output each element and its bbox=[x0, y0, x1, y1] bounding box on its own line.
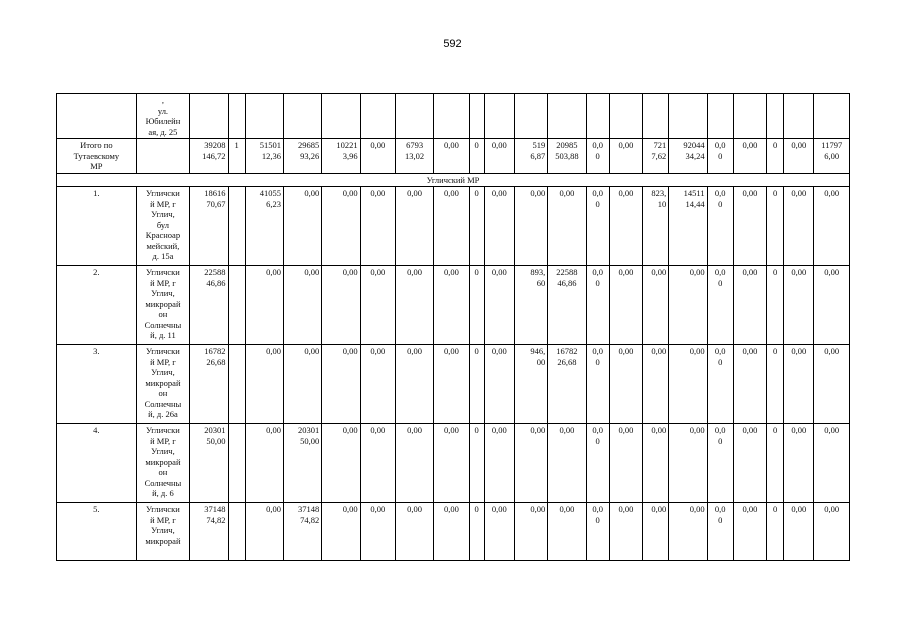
value-cell: 0,00 bbox=[609, 503, 642, 561]
value-cell: 0,0 0 bbox=[586, 424, 609, 503]
value-cell: 0,0 0 bbox=[707, 139, 733, 174]
table-row bbox=[57, 266, 850, 345]
section-title: Угличский МР bbox=[57, 173, 850, 187]
value-cell bbox=[228, 266, 245, 345]
value-cell: 11797 6,00 bbox=[814, 139, 850, 174]
value-cell bbox=[586, 94, 609, 139]
value-cell bbox=[228, 187, 245, 266]
address-cell: Угличски й МР, г Углич, микрорай он Солнечны й, д. 26а bbox=[136, 345, 189, 424]
address-cell: , ул. Юбилейн ая, д. 25 bbox=[136, 94, 189, 139]
value-cell bbox=[469, 94, 484, 139]
value-cell: 0,00 bbox=[322, 424, 360, 503]
address-cell: Угличски й МР, г Углич, микрорай он Солнечны й, д. 11 bbox=[136, 266, 189, 345]
value-cell: 519 6,87 bbox=[514, 139, 547, 174]
value-cell: 0,00 bbox=[643, 345, 669, 424]
value-cell: 0,00 bbox=[395, 266, 433, 345]
value-cell: 0,00 bbox=[669, 424, 707, 503]
value-cell bbox=[360, 94, 395, 139]
value-cell: 0,00 bbox=[360, 266, 395, 345]
value-cell: 16782 26,68 bbox=[548, 345, 586, 424]
value-cell: 0,0 0 bbox=[707, 187, 733, 266]
value-cell: 0,00 bbox=[484, 266, 514, 345]
value-cell: 0,00 bbox=[434, 503, 469, 561]
value-cell: 41055 6,23 bbox=[245, 187, 283, 266]
value-cell: 0,00 bbox=[784, 266, 814, 345]
value-cell bbox=[669, 94, 707, 139]
value-cell bbox=[228, 94, 245, 139]
value-cell: 0,00 bbox=[784, 345, 814, 424]
value-cell: 0,00 bbox=[283, 266, 321, 345]
value-cell: 0,00 bbox=[484, 503, 514, 561]
value-cell bbox=[609, 94, 642, 139]
value-cell bbox=[548, 94, 586, 139]
value-cell: 29685 93,26 bbox=[283, 139, 321, 174]
value-cell: 16782 26,68 bbox=[190, 345, 228, 424]
value-cell: 0,00 bbox=[643, 266, 669, 345]
value-cell bbox=[228, 503, 245, 561]
value-cell: 0,00 bbox=[434, 424, 469, 503]
value-cell bbox=[245, 94, 283, 139]
value-cell: 0,00 bbox=[322, 345, 360, 424]
value-cell: 10221 3,96 bbox=[322, 139, 360, 174]
value-cell: 0 bbox=[469, 503, 484, 561]
total-row bbox=[57, 139, 850, 174]
value-cell: 0,00 bbox=[733, 139, 766, 174]
table-row bbox=[57, 503, 850, 561]
value-cell: 0,0 0 bbox=[707, 503, 733, 561]
value-cell: 0,00 bbox=[245, 345, 283, 424]
value-cell: 0,00 bbox=[548, 424, 586, 503]
value-cell bbox=[283, 94, 321, 139]
value-cell: 0,00 bbox=[484, 187, 514, 266]
value-cell: 0 bbox=[767, 424, 784, 503]
value-cell: 6793 13,02 bbox=[395, 139, 433, 174]
value-cell: 0,00 bbox=[283, 187, 321, 266]
value-cell: 0,00 bbox=[784, 187, 814, 266]
total-label: Итого по Тутаевскому МР bbox=[57, 139, 137, 174]
section-header-row bbox=[57, 173, 850, 187]
value-cell: 20301 50,00 bbox=[283, 424, 321, 503]
value-cell: 0,00 bbox=[322, 266, 360, 345]
value-cell: 0,00 bbox=[360, 187, 395, 266]
value-cell: 0,00 bbox=[609, 187, 642, 266]
value-cell: 0,00 bbox=[245, 424, 283, 503]
value-cell: 0,0 0 bbox=[707, 266, 733, 345]
value-cell: 0,00 bbox=[609, 139, 642, 174]
value-cell: 0,00 bbox=[548, 503, 586, 561]
value-cell: 0,00 bbox=[395, 187, 433, 266]
value-cell: 0,00 bbox=[360, 139, 395, 174]
value-cell: 0,00 bbox=[784, 139, 814, 174]
value-cell: 0,00 bbox=[733, 503, 766, 561]
value-cell: 18616 70,67 bbox=[190, 187, 228, 266]
value-cell: 0,00 bbox=[733, 266, 766, 345]
value-cell: 14511 14,44 bbox=[669, 187, 707, 266]
value-cell: 37148 74,82 bbox=[190, 503, 228, 561]
table-row bbox=[57, 345, 850, 424]
value-cell bbox=[784, 94, 814, 139]
value-cell: 0,0 0 bbox=[586, 266, 609, 345]
value-cell: 0,00 bbox=[814, 345, 850, 424]
value-cell: 0 bbox=[469, 424, 484, 503]
value-cell: 0,00 bbox=[669, 503, 707, 561]
value-cell bbox=[814, 94, 850, 139]
value-cell: 0,00 bbox=[643, 424, 669, 503]
value-cell: 0,00 bbox=[733, 187, 766, 266]
value-cell: 0,00 bbox=[548, 187, 586, 266]
value-cell: 0,00 bbox=[814, 266, 850, 345]
value-cell bbox=[707, 94, 733, 139]
address-cell: Угличски й МР, г Углич, микрорай он Солнечны й, д. 6 bbox=[136, 424, 189, 503]
value-cell: 0,00 bbox=[434, 266, 469, 345]
row-number-cell: 4. bbox=[57, 424, 137, 503]
value-cell: 721 7,62 bbox=[643, 139, 669, 174]
value-cell: 0,00 bbox=[784, 503, 814, 561]
page-number: 592 bbox=[443, 38, 462, 50]
value-cell: 0,00 bbox=[484, 424, 514, 503]
value-cell: 0,0 0 bbox=[586, 345, 609, 424]
value-cell: 823, 10 bbox=[643, 187, 669, 266]
value-cell: 0,00 bbox=[395, 424, 433, 503]
value-cell: 0 bbox=[767, 345, 784, 424]
value-cell: 0,00 bbox=[609, 424, 642, 503]
value-cell: 0,00 bbox=[360, 424, 395, 503]
address-cell bbox=[136, 139, 189, 174]
value-cell: 0,0 0 bbox=[707, 345, 733, 424]
value-cell: 0,00 bbox=[322, 187, 360, 266]
value-cell bbox=[643, 94, 669, 139]
data-table bbox=[56, 93, 850, 561]
row-number-cell bbox=[57, 94, 137, 139]
value-cell bbox=[514, 94, 547, 139]
value-cell: 0,00 bbox=[814, 187, 850, 266]
value-cell: 20985 503,88 bbox=[548, 139, 586, 174]
row-number-cell: 1. bbox=[57, 187, 137, 266]
value-cell: 51501 12,36 bbox=[245, 139, 283, 174]
value-cell: 0,00 bbox=[814, 424, 850, 503]
value-cell bbox=[395, 94, 433, 139]
value-cell: 92044 34,24 bbox=[669, 139, 707, 174]
value-cell: 0,00 bbox=[283, 345, 321, 424]
value-cell: 1 bbox=[228, 139, 245, 174]
value-cell: 0,00 bbox=[395, 345, 433, 424]
value-cell bbox=[484, 94, 514, 139]
value-cell: 0,00 bbox=[514, 503, 547, 561]
value-cell: 0,00 bbox=[434, 187, 469, 266]
row-number-cell: 5. bbox=[57, 503, 137, 561]
value-cell: 0,00 bbox=[434, 345, 469, 424]
value-cell: 0,0 0 bbox=[586, 187, 609, 266]
value-cell: 0,00 bbox=[784, 424, 814, 503]
value-cell: 0 bbox=[767, 503, 784, 561]
value-cell: 37148 74,82 bbox=[283, 503, 321, 561]
value-cell: 0 bbox=[469, 345, 484, 424]
value-cell: 0,00 bbox=[245, 266, 283, 345]
value-cell: 0,00 bbox=[514, 424, 547, 503]
table-row bbox=[57, 187, 850, 266]
value-cell: 0,00 bbox=[360, 503, 395, 561]
value-cell bbox=[228, 424, 245, 503]
continuation-row bbox=[57, 94, 850, 139]
value-cell bbox=[767, 94, 784, 139]
value-cell: 946, 00 bbox=[514, 345, 547, 424]
value-cell: 0,00 bbox=[669, 345, 707, 424]
value-cell: 0,0 0 bbox=[586, 503, 609, 561]
row-number-cell: 2. bbox=[57, 266, 137, 345]
value-cell: 0,00 bbox=[609, 266, 642, 345]
value-cell bbox=[228, 345, 245, 424]
value-cell: 0,0 0 bbox=[707, 424, 733, 503]
value-cell: 0,00 bbox=[484, 139, 514, 174]
value-cell bbox=[434, 94, 469, 139]
value-cell bbox=[733, 94, 766, 139]
value-cell: 0,0 0 bbox=[586, 139, 609, 174]
value-cell: 20301 50,00 bbox=[190, 424, 228, 503]
value-cell: 39208 146,72 bbox=[190, 139, 228, 174]
address-cell: Угличски й МР, г Углич, микрорай bbox=[136, 503, 189, 561]
value-cell: 893, 60 bbox=[514, 266, 547, 345]
address-cell: Угличски й МР, г Углич, бул Краснoар мейский, д. 15а bbox=[136, 187, 189, 266]
value-cell: 22588 46,86 bbox=[548, 266, 586, 345]
value-cell: 0 bbox=[767, 139, 784, 174]
value-cell: 0,00 bbox=[814, 503, 850, 561]
value-cell: 0,00 bbox=[733, 345, 766, 424]
value-cell: 0 bbox=[767, 187, 784, 266]
value-cell: 0,00 bbox=[733, 424, 766, 503]
value-cell: 0,00 bbox=[245, 503, 283, 561]
value-cell: 0,00 bbox=[395, 503, 433, 561]
value-cell: 0,00 bbox=[360, 345, 395, 424]
value-cell: 0 bbox=[469, 139, 484, 174]
table-body bbox=[57, 94, 850, 561]
value-cell: 0,00 bbox=[643, 503, 669, 561]
value-cell: 0 bbox=[469, 266, 484, 345]
value-cell: 22588 46,86 bbox=[190, 266, 228, 345]
value-cell: 0,00 bbox=[484, 345, 514, 424]
value-cell: 0 bbox=[767, 266, 784, 345]
value-cell bbox=[322, 94, 360, 139]
value-cell bbox=[190, 94, 228, 139]
value-cell: 0,00 bbox=[609, 345, 642, 424]
value-cell: 0,00 bbox=[434, 139, 469, 174]
value-cell: 0,00 bbox=[669, 266, 707, 345]
row-number-cell: 3. bbox=[57, 345, 137, 424]
value-cell: 0 bbox=[469, 187, 484, 266]
table-row bbox=[57, 424, 850, 503]
value-cell: 0,00 bbox=[322, 503, 360, 561]
value-cell: 0,00 bbox=[514, 187, 547, 266]
